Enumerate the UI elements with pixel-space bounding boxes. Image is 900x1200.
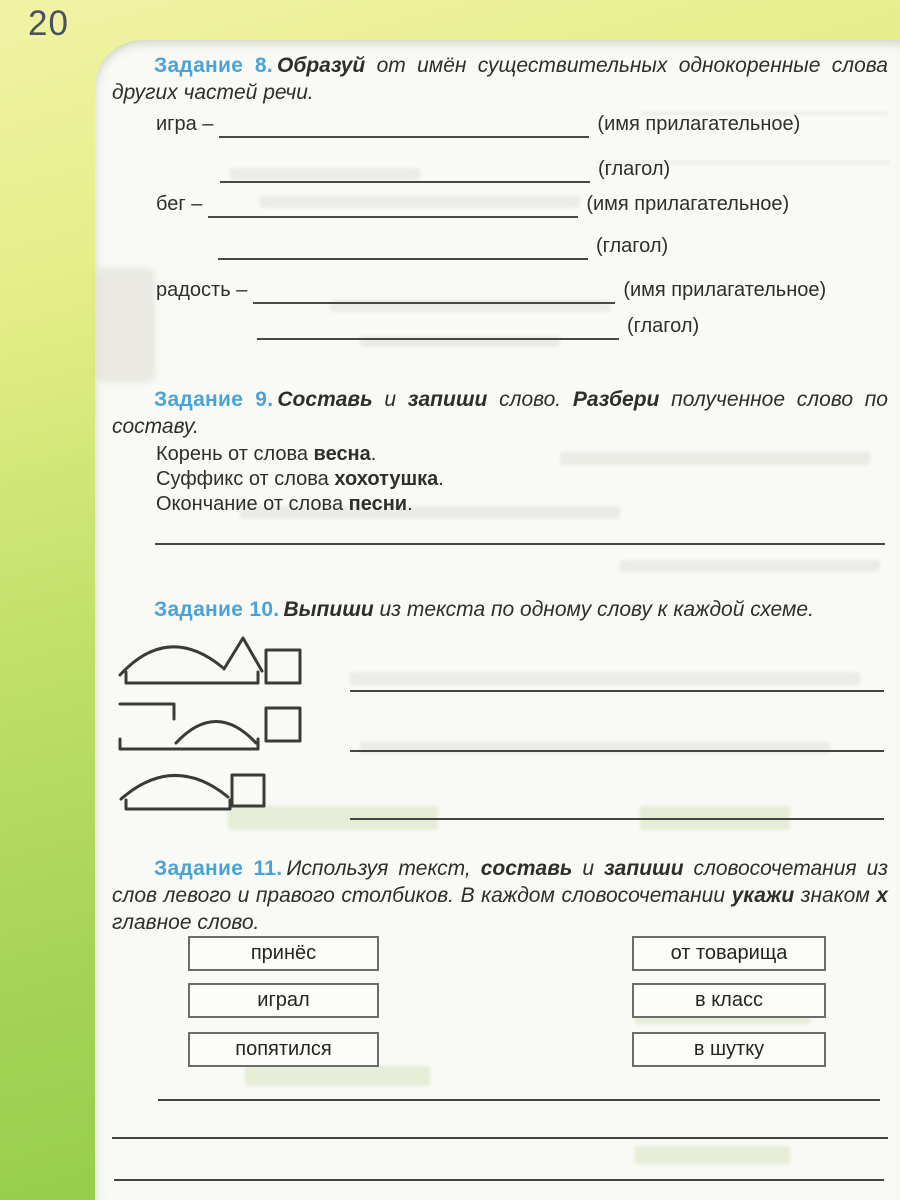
scan-ghost [245, 1066, 430, 1086]
ending-square-icon [266, 708, 300, 741]
answer-blank[interactable] [253, 274, 615, 304]
task10-instruction-part: из текста по одному слову к каждой схеме. [373, 598, 814, 621]
task11-instruction-part: запиши [603, 857, 684, 880]
task11-instruction-part: х [876, 884, 888, 907]
task8-row-2 [220, 155, 670, 183]
task8-row-5 [156, 276, 826, 304]
answer-blank[interactable] [257, 310, 619, 340]
answer-blank[interactable] [112, 1137, 888, 1139]
task8-row-1 [156, 110, 800, 138]
answer-blank[interactable] [350, 690, 884, 692]
word-card-right[interactable]: в класс [632, 983, 826, 1018]
task11-instruction-part: составь [480, 857, 573, 880]
task9-instruction-part: полученное слово по составу. [112, 388, 888, 438]
task9-instruction-part: Разбери [572, 388, 660, 411]
task9-instruction-part: и [372, 388, 408, 411]
scan-ghost [560, 452, 870, 465]
task8-label: Задание 8. [154, 54, 273, 77]
word-card-left[interactable]: играл [188, 983, 379, 1018]
task10-header [112, 596, 888, 623]
task11-instruction-part: словосочетания из слов левого и правого столбиков. В каждом словосочетании [112, 857, 888, 907]
task9-instruction-part: запиши [407, 388, 488, 411]
source-word: радость – [156, 279, 248, 301]
prefix-line-icon [120, 704, 174, 719]
root-arc-icon [121, 775, 228, 799]
task9-instruction-part: Составь [277, 388, 373, 411]
scan-ghost [97, 268, 155, 383]
stem-bracket-icon [126, 800, 230, 809]
list-item: Окончание от слова песни. [156, 493, 413, 515]
part-of-speech-hint: (имя прилагательное) [623, 279, 827, 301]
suffix-caret-icon [224, 638, 262, 671]
scan-ghost [360, 742, 830, 754]
ending-square-icon [232, 775, 264, 806]
task9-header [112, 386, 888, 440]
answer-blank[interactable] [208, 188, 578, 218]
part-of-speech-hint: (глагол) [598, 158, 671, 180]
task11-instruction-part: Используя текст, [286, 857, 481, 880]
source-word: бег – [156, 193, 203, 215]
task9-word-parts-list [156, 442, 444, 517]
task11-label: Задание 11. [154, 857, 283, 880]
stem-bracket-icon [126, 672, 258, 683]
list-item: Суффикс от слова хохотушка. [156, 468, 444, 490]
answer-blank[interactable] [220, 153, 590, 183]
source-word: игра – [156, 113, 214, 135]
task9-instruction-part: слово. [487, 388, 573, 411]
task11-header [112, 855, 888, 936]
page-number: 20 [28, 4, 69, 43]
task11-instruction-part: укажи [731, 884, 795, 907]
scan-ghost [350, 672, 860, 685]
task8-header [112, 52, 888, 106]
task8-instruction-part: Образуй [276, 54, 366, 77]
answer-blank[interactable] [350, 818, 884, 820]
part-of-speech-hint: (имя прилагательное) [586, 193, 790, 215]
task10-label: Задание 10. [154, 598, 280, 621]
answer-blank[interactable] [218, 230, 588, 260]
root-arc-icon [120, 647, 222, 675]
word-card-left[interactable]: принёс [188, 936, 379, 971]
morpheme-scheme-root-ending [118, 757, 268, 811]
scan-ghost [635, 1146, 790, 1164]
list-item: Корень от слова весна. [156, 443, 377, 465]
task8-row-3 [156, 190, 789, 218]
answer-blank[interactable] [350, 750, 884, 752]
task8-row-4 [218, 232, 668, 260]
scan-ghost [620, 560, 880, 572]
task8-row-6 [257, 312, 699, 340]
root-arc-icon [176, 722, 256, 744]
task8-instruction-part: от имён существительных однокоренные слова других частей речи. [112, 54, 888, 104]
morpheme-scheme-root-suffix-ending [116, 625, 306, 687]
answer-blank[interactable] [219, 108, 589, 138]
answer-blank[interactable] [155, 543, 885, 545]
word-card-left[interactable]: попятился [188, 1032, 379, 1067]
task11-instruction-part: и [572, 857, 604, 880]
word-card-right[interactable]: в шутку [632, 1032, 826, 1067]
stem-bracket-icon [120, 739, 258, 749]
part-of-speech-hint: (имя прилагательное) [597, 113, 801, 135]
morpheme-scheme-prefix-root-ending [118, 700, 308, 752]
ending-square-icon [266, 650, 300, 683]
part-of-speech-hint: (глагол) [627, 315, 700, 337]
word-card-right[interactable]: от товарища [632, 936, 826, 971]
task10-instruction-part: Выпиши [283, 598, 374, 621]
task11-instruction-part: главное слово. [112, 911, 260, 934]
task9-label: Задание 9. [154, 388, 274, 411]
answer-blank[interactable] [158, 1099, 880, 1101]
part-of-speech-hint: (глагол) [596, 235, 669, 257]
task11-instruction-part: знаком [794, 884, 877, 907]
answer-blank[interactable] [114, 1179, 884, 1181]
